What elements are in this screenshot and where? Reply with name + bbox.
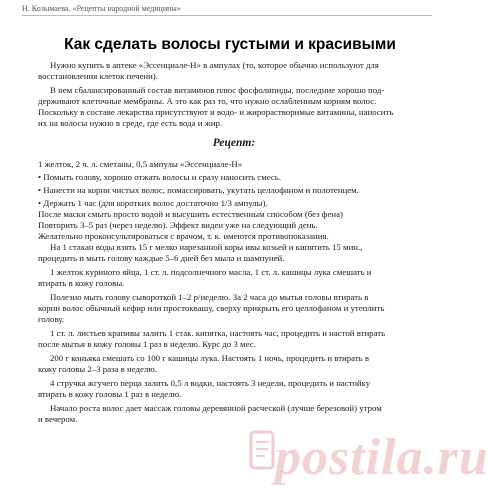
remedy-2-line-2: втирать в кожу головы. (38, 278, 125, 288)
remedy-3-line-3: голову. (38, 314, 65, 324)
intro-paragraph-2-line-3: Поскольку в составе лекарства присутствуют и водо- и жирорастворимые витамины, наносить (38, 107, 394, 117)
intro-paragraph-1-line-2: восстановления клеток печени). (38, 71, 158, 81)
recipe-heading: Рецепт: (212, 137, 256, 149)
step-item: • Держать 1 час (для коротких волос достаточно 1/3 ампулы). (38, 198, 268, 208)
ingredients-line: 1 желток, 2 ч. л. сметаны, 0,5 ампулы «Эссенциале-Н» (38, 159, 243, 169)
remedy-5-line-1: 200 г коньяка смешать со 100 г кашицы лука. Настоять 1 ночь, процедить и втирать в (50, 353, 370, 363)
postila-logo-icon (245, 430, 279, 479)
after-line: Желательно проконсультироваться с врачом, т. к. имеются противопоказания. (38, 231, 329, 241)
remedy-1-line-2: процедить и мыть голову каждые 5–6 дней без мыла и шампуней. (38, 253, 285, 263)
article-body (38, 60, 430, 425)
running-head: Н. Козымаева. «Рецепты народной медицины» (22, 4, 432, 16)
after-line: После маски смыть просто водой и высушить естественным способом (без фена) (38, 209, 343, 219)
watermark (245, 420, 489, 490)
after-line: Повторить 3–5 раз (через неделю). Эффект виден уже на следующий день. (38, 220, 318, 230)
remedy-2-line-1: 1 желток куриного яйца, 1 ст. л. подсолнечного масла, 1 ст. л. кашицы лука смешать и (50, 267, 372, 277)
remedy-3-line-2: корни волос обычный кефир или простоквашу, сверху прикрыть его целлофаном и утеплить (38, 303, 385, 313)
intro-paragraph-1-line-1: Нужно купить в аптеке «Эссенциале-Н» в ампулах (то, которое обычно используют для (50, 60, 379, 70)
step-item: • Нанести на корни чистых волос, помассировать, укутать целлофаном и полотенцем. (38, 185, 359, 195)
intro-paragraph-2-line-4: их на волосы нужно в среде, где есть вода и жир. (38, 118, 223, 128)
remedy-5-line-2: кожу головы 2–3 раза в неделю. (38, 364, 158, 374)
intro-paragraph-2-line-1: В нем сбалансированный состав витаминов плюс фосфолипиды, последние хорошо под- (50, 85, 385, 95)
remedy-7-line-1: Начало роста волос дает массаж головы деревянной расческой (лучше березовой) утром (50, 403, 382, 413)
remedy-6-line-1: 4 стручка жгучего перца залить 0,5 л водки, настоять 3 недели, процедить и настойку (50, 378, 371, 388)
remedy-4-line-2: после мытья в кожу головы 1 раз в неделю. Курс до 3 мес. (38, 339, 256, 349)
watermark-text: postila.ru (275, 429, 489, 486)
intro-paragraph-2-line-2: держивают клеточные мембраны. А это как раз то, что нужно ослабленным корням волос. (38, 96, 377, 106)
remedy-3-line-1: Полезно мыть голову сывороткой 1–2 р/неделю. За 2 часа до мытья головы втирать в (50, 292, 369, 302)
remedy-4-line-1: 1 ст. л. листьев крапивы залить 1 стак. кипятка, настоять час, процедить и настой втирать (50, 328, 386, 338)
remedy-1-line-1: На 1 стакан воды взять 15 г мелко нарезанной коры ивы козьей и кипятить 15 мин., (50, 242, 363, 252)
remedy-7-line-2: и вечером. (38, 414, 78, 424)
remedy-6-line-2: втирать в кожу головы 1 раз в неделю. (38, 389, 182, 399)
step-item: • Помыть голову, хорошо отжать волосы и сразу наносить смесь. (38, 172, 282, 182)
article-title: Как сделать волосы густыми и красивыми (64, 36, 396, 53)
